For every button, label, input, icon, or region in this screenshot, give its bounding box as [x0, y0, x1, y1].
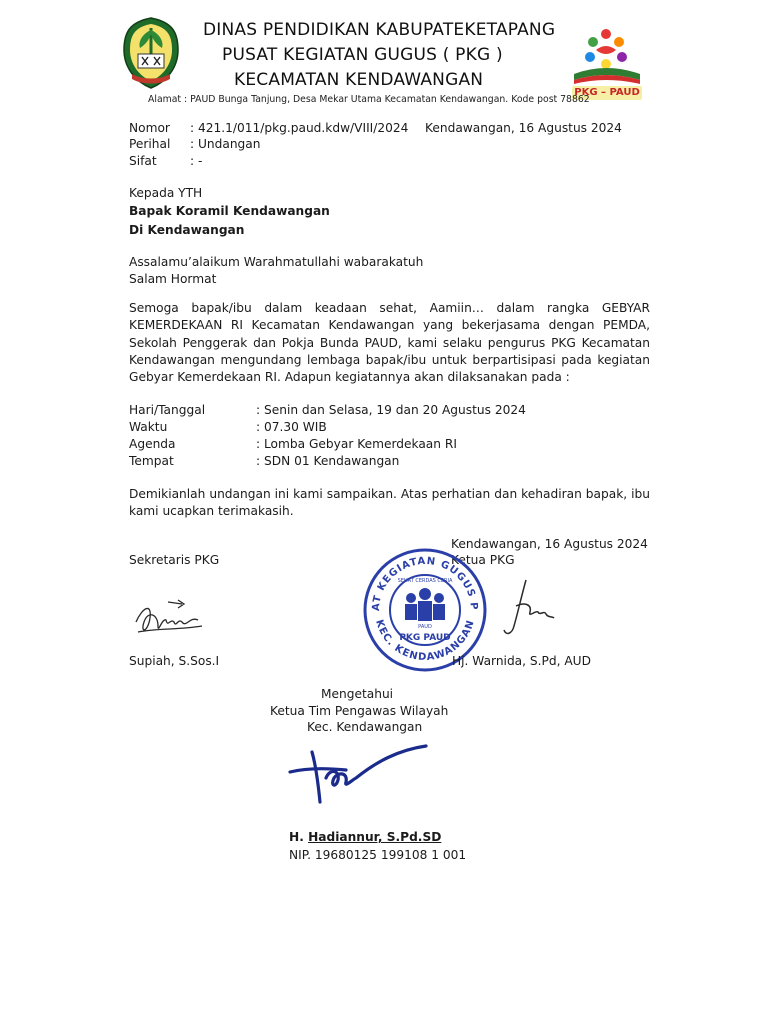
center-signer-title-2: Kec. Kendawangan	[307, 720, 423, 734]
header-line-3: KECAMATAN KENDAWANGAN	[234, 70, 484, 90]
right-signer-title: Ketua PKG	[451, 553, 515, 567]
nomor-value: : 421.1/011/pkg.paud.kdw/VIII/2024	[190, 121, 409, 135]
event-label-time: Waktu	[129, 420, 168, 434]
greeting-salam: Assalamu’alaikum Warahmatullahi wabarakatuh	[129, 255, 424, 269]
center-signer-title-1: Ketua Tim Pengawas Wilayah	[270, 704, 449, 718]
center-signer-prefix: H.	[289, 830, 309, 844]
stamp-inner-top: SEHAT CERDAS CERIA	[397, 578, 453, 584]
stamp-inner-label: PKG PAUD	[399, 633, 451, 643]
sifat-value: : -	[190, 154, 203, 168]
sifat-label: Sifat	[129, 154, 157, 168]
event-label-agenda: Agenda	[129, 437, 176, 451]
header-line-1: DINAS PENDIDIKAN KABUPATEKETAPANG	[203, 20, 556, 40]
mengetahui-label: Mengetahui	[321, 687, 394, 701]
stamp-inner-small: PAUD	[418, 624, 432, 630]
perihal-value: : Undangan	[190, 137, 261, 151]
stamp-top-text: AT KEGIATAN GUGUS P	[370, 555, 480, 612]
closing-paragraph: Demikianlah undangan ini kami sampaikan. Atas perhatian dan kehadiran bapak, ibu kami ucapkan terimakasih.	[129, 487, 650, 519]
recipient-place: Di Kendawangan	[129, 223, 245, 237]
center-signer-name	[289, 829, 441, 845]
recipient-name: Bapak Koramil Kendawangan	[129, 204, 330, 218]
right-signature	[492, 572, 564, 644]
nomor-label: Nomor	[129, 121, 170, 135]
right-signer-name: Hj. Warnida, S.Pd, AUD	[452, 654, 591, 668]
center-signer-nip: NIP. 19680125 199108 1 001	[289, 848, 467, 862]
pkg-paud-logo-label: PKG – PAUD	[574, 87, 640, 98]
kepada-yth: Kepada YTH	[129, 186, 203, 200]
left-signer-name: Supiah, S.Sos.I	[129, 654, 220, 668]
left-signer-title: Sekretaris PKG	[129, 553, 220, 567]
stamp-bottom-text: KEC. KENDAWANGAN	[373, 618, 477, 664]
header-address: Alamat : PAUD Bunga Tanjung, Desa Mekar Utama Kecamatan Kendawangan. Kode post 78862	[148, 94, 590, 105]
event-value-place: : SDN 01 Kendawangan	[256, 454, 400, 468]
signature-place-date: Kendawangan, 16 Agustus 2024	[451, 537, 648, 551]
center-signature	[286, 742, 436, 822]
event-value-time: : 07.30 WIB	[256, 420, 327, 434]
letter-date: Kendawangan, 16 Agustus 2024	[425, 121, 622, 135]
header-line-2: PUSAT KEGIATAN GUGUS ( PKG )	[222, 45, 503, 65]
event-label-date: Hari/Tanggal	[129, 403, 206, 417]
greeting-hormat: Salam Hormat	[129, 272, 217, 286]
body-paragraph: Semoga bapak/ibu dalam keadaan sehat, Aamiin… dalam rangka GEBYAR KEMERDEKAAN RI Kecamatan Kendawangan yang bekerjasama dengan PEMDA, Sekolah Penggerak dan Pokja Bunda PAUD, kami selaku pengurus PKG Kecamatan Kendawangan mengundang lembaga bapak/ibu untuk berpartisipasi pada kegiatan Gebyar Kemerdekaan RI. Adapun kegiatannya akan dilaksanakan pada :	[129, 301, 650, 385]
event-value-date: : Senin dan Selasa, 19 dan 20 Agustus 2024	[256, 403, 526, 417]
event-label-place: Tempat	[129, 454, 174, 468]
kabupaten-logo	[120, 16, 182, 90]
perihal-label: Perihal	[129, 137, 171, 151]
center-signer-name-underlined: Hadiannur, S.Pd.SD	[308, 830, 442, 844]
event-value-agenda: : Lomba Gebyar Kemerdekaan RI	[256, 437, 457, 451]
left-signature	[128, 588, 218, 646]
